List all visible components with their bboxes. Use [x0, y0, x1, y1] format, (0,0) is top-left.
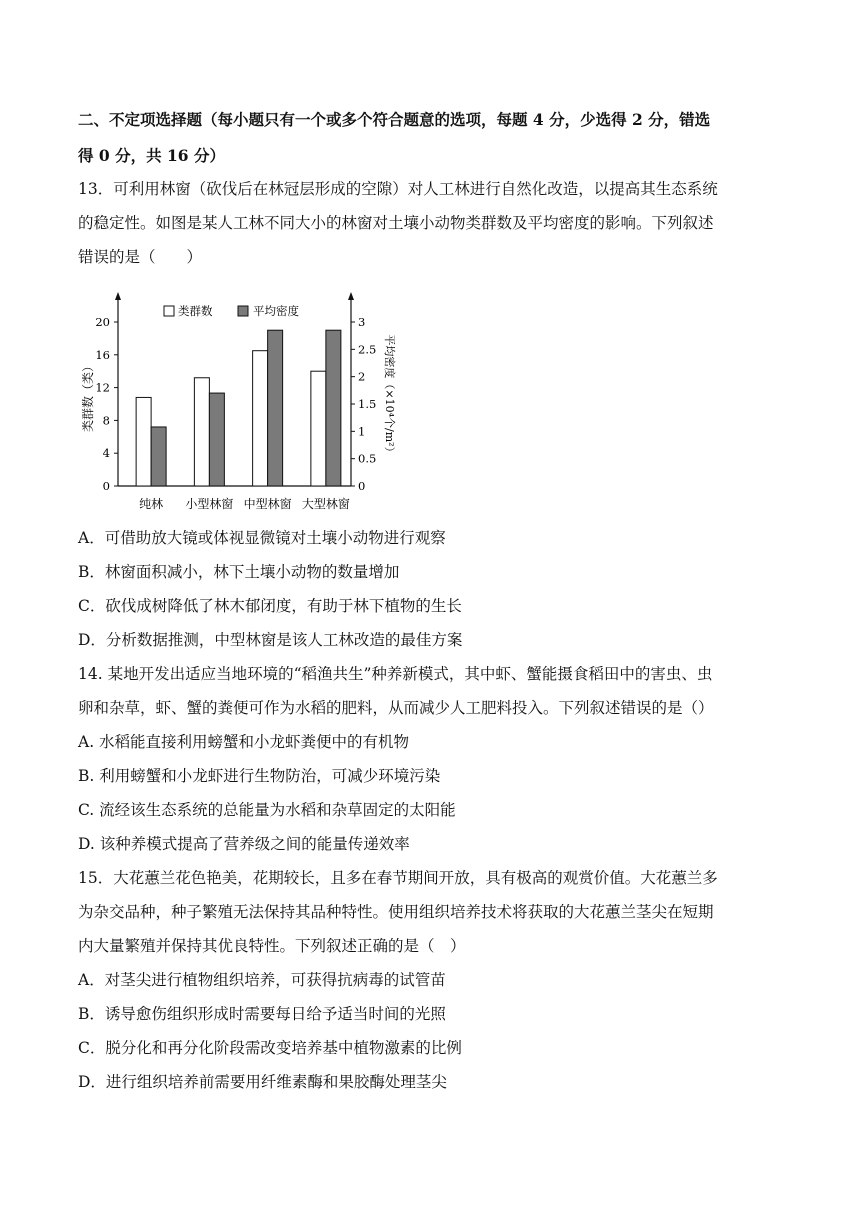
q14-option-b: B. 利用螃蟹和小龙虾进行生物防治，可减少环境污染	[78, 767, 441, 785]
right-axis-arrow	[348, 292, 354, 300]
legend-label-series-1: 类群数	[178, 304, 213, 318]
right-tick-label: 1	[358, 424, 366, 439]
q13-option-b: B．林窗面积减小，林下土壤小动物的数量增加	[78, 563, 400, 581]
section-heading-line2: 得 0 分，共 16 分）	[78, 146, 225, 165]
left-tick-label: 20	[95, 315, 110, 329]
right-tick-label: 2	[358, 369, 366, 384]
bar-series-1-3	[253, 351, 268, 486]
left-axis-arrow	[115, 292, 121, 300]
left-tick-label: 16	[95, 347, 110, 362]
right-tick-label: 0	[358, 479, 366, 493]
right-axis-title: 平均密度（×10⁴个/m²）	[383, 334, 396, 458]
q13-stem-line2: 的稳定性。如图是某人工林不同大小的林窗对土壤小动物类群数及平均密度的影响。下列叙述	[78, 214, 714, 232]
q13-option-d: D．分析数据推测，中型林窗是该人工林改造的最佳方案	[78, 631, 463, 649]
left-tick-label: 8	[102, 413, 110, 428]
bar-chart-svg	[70, 284, 400, 520]
q15-stem-line3: 内大量繁殖并保持其优良特性。下列叙述正确的是（ ）	[78, 937, 466, 955]
bar-series-2-2	[209, 393, 224, 486]
q15-option-b: B．诱导愈伤组织形成时需要每日给予适当时间的光照	[78, 1005, 446, 1023]
right-tick-label: 1.5	[358, 397, 377, 411]
bar-series-2-1	[151, 427, 166, 486]
x-category-label: 大型林窗	[301, 497, 350, 511]
q15-stem-line1: 15．大花蕙兰花色艳美，花期较长，且多在春节期间开放，具有极高的观赏价值。大花蕙兰多	[78, 869, 718, 887]
x-category-label: 纯林	[139, 497, 164, 511]
q13-stem-line1: 13．可利用林窗（砍伐后在林冠层形成的空隙）对人工林进行自然化改造，以提高其生态系统	[78, 180, 718, 198]
q14-option-c: C. 流经该生态系统的总能量为水稻和杂草固定的太阳能	[78, 801, 456, 819]
left-tick-label: 0	[102, 479, 110, 493]
q13-stem-line3: 错误的是（ ）	[78, 248, 203, 266]
left-tick-label: 12	[95, 380, 110, 395]
q13-chart	[70, 284, 400, 520]
legend-swatch-series-2	[238, 306, 248, 316]
left-axis-title: 类群数（类）	[81, 359, 95, 433]
q14-option-a: A. 水稻能直接利用螃蟹和小龙虾粪便中的有机物	[78, 733, 410, 751]
right-tick-label: 2.5	[358, 342, 377, 357]
chart-marks	[95, 315, 376, 511]
q15-stem-line2: 为杂交品种，种子繁殖无法保持其品种特性。使用组织培养技术将获取的大花蕙兰茎尖在短期	[78, 903, 714, 921]
bar-series-1-4	[311, 371, 326, 486]
q15-option-d: D．进行组织培养前需要用纤维素酶和果胶酶处理茎尖	[78, 1073, 447, 1091]
q14-stem-line2: 卵和杂草，虾、蟹的粪便可作为水稻的肥料，从而减少人工肥料投入。下列叙述错误的是（）	[78, 699, 714, 717]
q14-stem-line1: 14. 某地开发出适应当地环境的“稻渔共生”种养新模式，其中虾、蟹能摄食稻田中的害虫、虫	[78, 665, 713, 683]
x-category-label: 中型林窗	[243, 497, 292, 511]
x-category-label: 小型林窗	[185, 497, 234, 511]
legend-label-series-2: 平均密度	[253, 304, 299, 318]
right-tick-label: 0.5	[358, 451, 377, 466]
bar-series-1-1	[136, 397, 151, 486]
legend-swatch-series-1	[164, 306, 174, 316]
q14-option-d: D. 该种养模式提高了营养级之间的能量传递效率	[78, 835, 410, 853]
q13-option-a: A．可借助放大镜或体视显微镜对土壤小动物进行观察	[78, 529, 446, 547]
right-tick-label: 3	[358, 315, 366, 329]
bar-series-1-2	[194, 378, 209, 486]
bar-series-2-4	[326, 330, 341, 486]
bar-series-2-3	[268, 330, 283, 486]
q15-option-c: C．脱分化和再分化阶段需改变培养基中植物激素的比例	[78, 1039, 462, 1057]
section-heading-line1: 二、不定项选择题（每小题只有一个或多个符合题意的选项，每题 4 分，少选得 2 分，错选	[78, 110, 711, 129]
q13-option-c: C．砍伐成树降低了林木郁闭度，有助于林下植物的生长	[78, 597, 462, 615]
left-tick-label: 4	[102, 446, 110, 461]
q15-option-a: A．对茎尖进行植物组织培养，可获得抗病毒的试管苗	[78, 971, 446, 989]
